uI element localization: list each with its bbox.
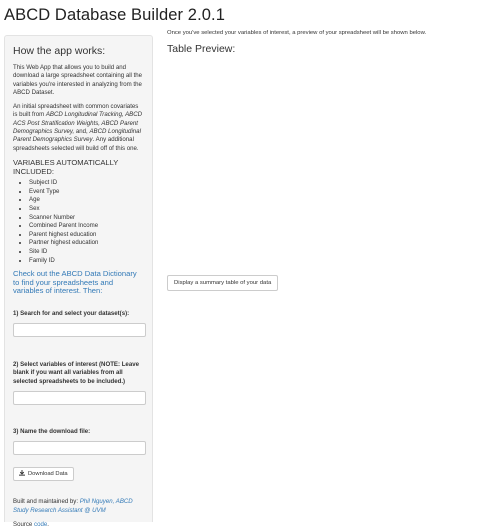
initial-prefix: An initial spreadsheet with common covariates is built from (13, 103, 139, 119)
source-text (13, 521, 144, 529)
list-item: • Scanner Number (29, 214, 144, 223)
download-data-button[interactable] (13, 467, 74, 481)
auto-variables-title: VARIABLES AUTOMATICALLY INCLUDED: (13, 157, 119, 176)
app-title: ABCD Database Builder 2.0.1 (4, 6, 225, 24)
preview-note: Once you've selected your variables of interest, a preview of your spreadsheet will be shown below. (167, 30, 427, 36)
download-filename-input[interactable] (13, 441, 146, 455)
source-prefix: Source (13, 520, 35, 528)
list-item: • Family ID (29, 257, 144, 266)
initial-and: and, (74, 128, 90, 136)
download-data-label: Download Data (28, 471, 68, 478)
dataset-select-input[interactable] (13, 323, 146, 337)
list-item: • Partner highest education (29, 239, 144, 248)
list-item: • Age (29, 196, 144, 205)
list-item: • Parent highest education (29, 231, 144, 240)
built-by-text (13, 498, 144, 515)
list-item: • Subject ID (29, 179, 144, 188)
sidebar-panel (4, 35, 153, 528)
source-code-link[interactable]: code (34, 520, 48, 528)
built-prefix: Built and maintained by: (13, 498, 80, 506)
list-item: • Sex (29, 205, 144, 214)
initial-suffix: . Any additional spreadsheets selected will build off of this one. (13, 136, 139, 152)
main-panel (167, 30, 467, 55)
initial-source-1: ABCD Longitudinal Tracking, ABCD ACS Post Stratification Weights, ABCD Parent Demographics Survey, (13, 111, 143, 136)
intro-text: This Web App that allows you to build and download a large spreadsheet containing all the variables you're interested in analyzing from the ABCD Dataset. (13, 64, 143, 96)
variables-select-input[interactable] (13, 391, 146, 405)
step3-label: 3) Name the download file: (13, 428, 91, 436)
table-preview-title: Table Preview: (167, 43, 236, 55)
list-item: • Event Type (29, 188, 144, 197)
source-suffix: . (47, 520, 49, 528)
auto-variables-list (13, 179, 144, 265)
list-item: • Combined Parent Income (29, 222, 144, 231)
data-dictionary-link[interactable]: Check out the ABCD Data Dictionary to find your spreadsheets and variables of interest. Then: (13, 269, 137, 296)
author-link[interactable]: Phil Nguyen, ABCD Study Research Assistant @ UVM (13, 498, 133, 514)
summary-table-button[interactable]: Display a summary table of your data (167, 275, 278, 291)
step1-label: 1) Search for and select your dataset(s): (13, 309, 130, 317)
list-item: • Site ID (29, 248, 144, 257)
initial-source-2: ABCD Longitudinal Parent Demographics Survey (13, 128, 141, 144)
step2-label: 2) Select variables of interest (NOTE: Leave blank if you want all variables from all selected spreadsheets to be included.) (13, 361, 139, 385)
how-it-works-title: How the app works: (13, 45, 106, 57)
download-icon (19, 470, 25, 478)
initial-spreadsheet-text (13, 103, 144, 153)
